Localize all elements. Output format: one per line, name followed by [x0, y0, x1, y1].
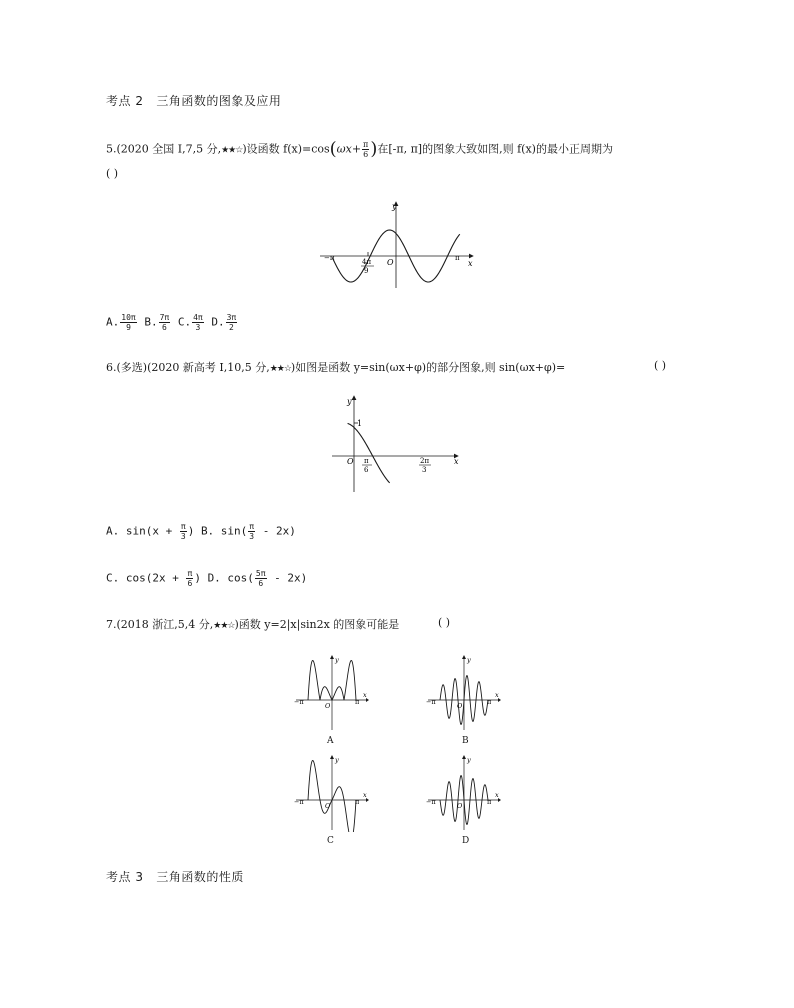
- frac-numerator: π: [187, 569, 193, 578]
- caption-c: C: [327, 836, 334, 846]
- pi-label: π: [487, 798, 492, 806]
- frac-denominator: 2: [229, 323, 234, 332]
- source-close-paren: ): [234, 618, 239, 631]
- fraction-pi-over-6: [362, 140, 369, 159]
- frac-denominator: 9: [126, 323, 131, 332]
- option-c-suffix: ): [194, 571, 201, 585]
- question-7-graph-grid: [292, 652, 532, 848]
- source-close-paren: ): [242, 142, 247, 156]
- option-b-fraction: [248, 522, 255, 541]
- frac-denominator: 6: [363, 150, 369, 159]
- open-paren: (: [329, 138, 337, 160]
- option-d-prefix: D. cos(: [207, 571, 254, 585]
- x-axis-label: x: [363, 791, 367, 799]
- pi-label: π: [355, 798, 360, 806]
- option-c-fraction: [192, 313, 204, 332]
- neg-pi-label: −π: [294, 798, 304, 806]
- frac-denominator: 6: [161, 323, 167, 332]
- question-number: 6.: [106, 361, 117, 374]
- caption-d: D: [462, 836, 470, 846]
- question-6-options-row1: [106, 522, 296, 541]
- frac-numerator: 4π: [193, 313, 203, 322]
- question-number: 5.: [106, 142, 117, 156]
- question-5-stem: [106, 140, 613, 159]
- question-text: 如图是函数 y=sin(ωx+φ)的部分图象,则 sin(ωx+φ)=: [295, 361, 566, 374]
- question-5-graph: [318, 198, 478, 290]
- y-axis-label: y: [335, 656, 339, 664]
- question-number: 7.: [106, 618, 117, 631]
- tick-label-denominator: 9: [364, 267, 369, 275]
- option-c-fraction: [186, 569, 193, 588]
- answer-blank: ( ): [438, 616, 451, 629]
- difficulty-stars-icon: ★★☆: [221, 145, 243, 156]
- y-axis-label: y: [347, 397, 352, 406]
- pi-label: π: [455, 254, 460, 262]
- origin-label: O: [325, 702, 331, 710]
- origin-label: O: [457, 702, 463, 710]
- pi-label: π: [355, 698, 360, 706]
- caption-a: A: [327, 736, 334, 746]
- y-axis-arrow-icon: [462, 755, 466, 759]
- option-b-suffix: - 2x): [256, 524, 296, 538]
- y-tick-one: 1: [357, 419, 363, 428]
- graph-option-c: [292, 752, 372, 832]
- question-text-part2: 在[-π, π]的图象大致如图,则 f(x)的最小正周期为: [377, 142, 613, 156]
- y-axis-arrow-icon: [462, 655, 466, 659]
- y-axis-label: y: [392, 202, 397, 211]
- option-c-prefix: C. cos(2x +: [106, 571, 186, 585]
- option-b-label: B.: [144, 315, 158, 329]
- pi-label: π: [487, 698, 492, 706]
- frac-denominator: 3: [195, 323, 201, 332]
- y-axis-label: y: [467, 656, 471, 664]
- option-b-prefix: B. sin(: [200, 524, 248, 538]
- function-arg: ωx+: [336, 142, 362, 156]
- question-tag: (多选): [116, 361, 148, 374]
- frac-numerator: 7π: [159, 313, 170, 322]
- frac-denominator: 3: [180, 532, 186, 541]
- y-axis-arrow-icon: [330, 755, 334, 759]
- tick-label-denominator: 6: [364, 466, 369, 474]
- question-5-options: [106, 313, 238, 332]
- section-label: 考点 2: [106, 94, 144, 108]
- caption-b: B: [462, 736, 469, 746]
- origin-label: O: [347, 457, 354, 466]
- option-a-fraction: [120, 313, 136, 332]
- graph-option-b: [424, 652, 504, 732]
- x-axis-label: x: [454, 457, 459, 466]
- option-a-suffix: ): [187, 524, 195, 538]
- option-c-label: C.: [177, 315, 192, 329]
- question-source: (2018 浙江,5,4 分,: [116, 618, 214, 631]
- tick-label-numerator: 4π: [362, 258, 372, 266]
- difficulty-stars-icon: ★★☆: [213, 621, 235, 631]
- x-axis-label: x: [363, 691, 367, 699]
- neg-pi-label: −π: [294, 698, 304, 706]
- option-d-fraction: [226, 313, 238, 332]
- option-a-prefix: A. sin(x +: [106, 524, 179, 538]
- frac-denominator: 6: [187, 579, 193, 588]
- source-close-paren: ): [290, 361, 296, 374]
- answer-blank: ( ): [654, 359, 667, 372]
- difficulty-stars-icon: ★★☆: [269, 364, 291, 374]
- option-d-fraction: [255, 569, 267, 588]
- option-a-fraction: [180, 522, 187, 541]
- question-6-stem: [106, 359, 565, 375]
- neg-pi-label: −π: [426, 798, 436, 806]
- neg-pi-label: −π: [426, 698, 436, 706]
- frac-numerator: π: [363, 140, 369, 149]
- option-d-suffix: - 2x): [267, 571, 308, 585]
- frac-denominator: 3: [249, 532, 255, 541]
- frac-numerator: 10π: [121, 313, 136, 322]
- section-title: 三角函数的图象及应用: [156, 94, 282, 108]
- origin-label: O: [457, 802, 463, 810]
- y-axis-arrow-icon: [330, 655, 334, 659]
- section-heading-3: [106, 868, 244, 885]
- option-a-label: A.: [106, 315, 120, 329]
- tick-label-denominator: 3: [422, 466, 427, 474]
- tick-label-numerator: 2π: [420, 457, 430, 465]
- close-paren: ): [370, 138, 378, 160]
- question-text: 函数 y=2|x|sin2x 的图象可能是: [238, 618, 400, 631]
- origin-label: O: [325, 802, 331, 810]
- option-d-label: D.: [211, 315, 225, 329]
- frac-numerator: 5π: [255, 569, 266, 578]
- question-source: (2020 新高考 Ⅰ,10,5 分,: [147, 361, 270, 374]
- frac-numerator: 3π: [226, 313, 237, 322]
- frac-numerator: π: [180, 522, 186, 531]
- question-6-graph: [330, 392, 462, 494]
- tick-label-numerator: π: [364, 457, 369, 465]
- y-axis-label: y: [335, 756, 339, 764]
- x-axis-label: x: [495, 791, 499, 799]
- graph-option-a: [292, 652, 372, 732]
- section-label: 考点 3: [106, 870, 144, 884]
- option-b-fraction: [159, 313, 171, 332]
- question-text-part1: 设函数 f(x)=cos: [246, 142, 330, 156]
- y-axis-label: y: [467, 756, 471, 764]
- section-title: 三角函数的性质: [156, 870, 244, 884]
- section-heading-2: [106, 92, 281, 109]
- question-7-stem: [106, 616, 399, 632]
- neg-pi-label: −π: [324, 254, 335, 262]
- question-source: (2020 全国 Ⅰ,7,5 分,: [116, 142, 222, 156]
- origin-label: O: [387, 258, 394, 267]
- x-axis-label: x: [468, 259, 473, 268]
- answer-blank: ( ): [106, 167, 119, 180]
- x-axis-label: x: [495, 691, 499, 699]
- question-6-options-row2: [106, 569, 307, 588]
- frac-denominator: 6: [258, 579, 264, 588]
- frac-numerator: π: [249, 522, 255, 531]
- graph-option-d: [424, 752, 504, 832]
